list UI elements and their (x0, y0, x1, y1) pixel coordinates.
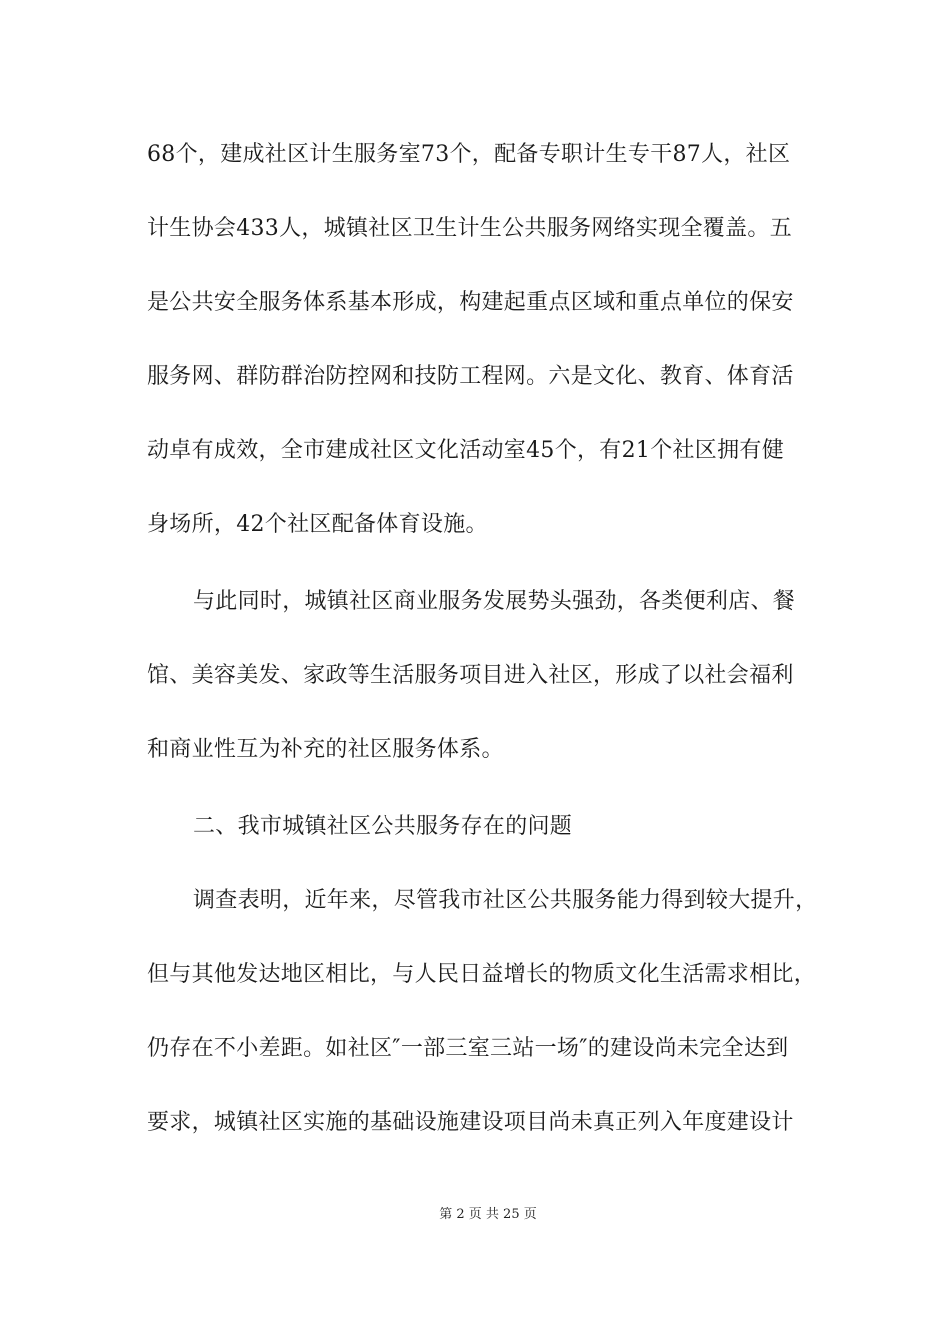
body-text-line: 要求，城镇社区实施的基础设施建设项目尚未真正列入年度建设计 (147, 1110, 794, 1135)
body-text-line: 68个，建成社区计生服务室73个，配备专职计生专干87人，社区 (147, 142, 791, 167)
body-text-line: 计生协会433人，城镇社区卫生计生公共服务网络实现全覆盖。五 (147, 216, 792, 241)
body-text-line: 但与其他发达地区相比，与人民日益增长的物质文化生活需求相比， (147, 962, 817, 987)
page-number-label: 第 2 页 共 25 页 (439, 1207, 537, 1222)
paragraph-first-line: 调查表明，近年来，尽管我市社区公共服务能力得到较大提升， (193, 888, 818, 913)
body-text-line: 服务网、群防群治防控网和技防工程网。六是文化、教育、体育活 (147, 364, 794, 389)
body-text-line: 是公共安全服务体系基本形成，构建起重点区域和重点单位的保安 (147, 290, 794, 315)
body-text-line: 身场所，42个社区配备体育设施。 (147, 512, 488, 537)
body-text-line: 馆、美容美发、家政等生活服务项目进入社区，形成了以社会福利 (147, 663, 794, 688)
paragraph-first-line: 与此同时，城镇社区商业服务发展势头强劲，各类便利店、餐 (193, 589, 796, 614)
body-text-line: 和商业性互为补充的社区服务体系。 (147, 737, 504, 762)
body-text-line: 仍存在不小差距。如社区″一部三室三站一场″的建设尚未完全达到 (147, 1036, 789, 1061)
body-text-line: 动卓有成效，全市建成社区文化活动室45个，有21个社区拥有健 (147, 438, 784, 463)
page-footer (0, 1206, 950, 1224)
section-heading: 二、我市城镇社区公共服务存在的问题 (193, 814, 573, 839)
